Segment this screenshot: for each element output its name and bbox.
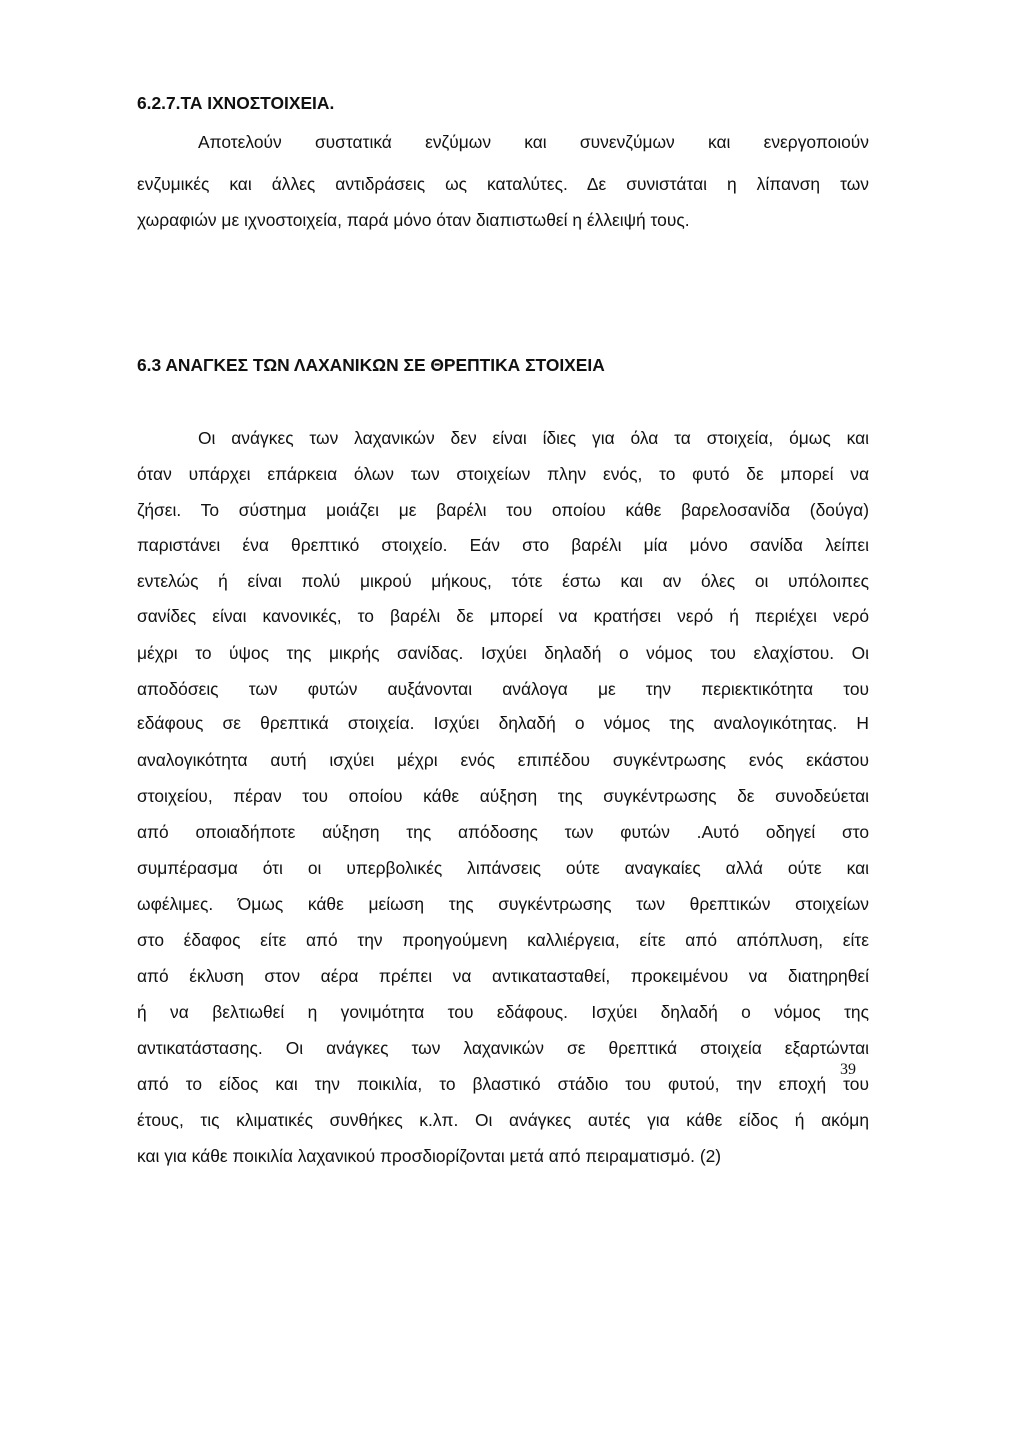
paragraph-line: ωφέλιμες. Όμως κάθε μείωση της συγκέντρωσης των θρεπτικών στοιχείων <box>137 894 869 914</box>
paragraph-line: συμπέρασμα ότι οι υπερβολικές λιπάνσεις ούτε αναγκαίες αλλά ούτε και <box>137 858 869 878</box>
section-heading-trace-elements: 6.2.7.ΤΑ ΙΧΝΟΣΤΟΙΧΕΙΑ. <box>137 93 335 113</box>
paragraph-line: εδάφους σε θρεπτικά στοιχεία. Ισχύει δηλαδή ο νόμος της αναλογικότητας. Η <box>137 713 869 733</box>
section-heading-nutrient-needs: 6.3 ΑΝΑΓΚΕΣ ΤΩΝ ΛΑΧΑΝΙΚΩΝ ΣΕ ΘΡΕΠΤΙΚΑ ΣΤΟΙΧΕΙΑ <box>137 355 605 375</box>
paragraph-line: παριστάνει ένα θρεπτικό στοιχείο. Εάν στο βαρέλι μία μόνο σανίδα λείπει <box>137 535 869 555</box>
paragraph-line: εντελώς ή είναι πολύ μικρού μήκους, τότε έστω και αν όλες οι υπόλοιπες <box>137 571 869 591</box>
paragraph-line: Αποτελούν συστατικά ενζύμων και συνενζύμων και ενεργοποιούν <box>198 132 869 152</box>
paragraph-line: αντικατάστασης. Οι ανάγκες των λαχανικών σε θρεπτικά στοιχεία εξαρτώνται <box>137 1038 869 1058</box>
paragraph-line: αναλογικότητα αυτή ισχύει μέχρι ενός επιπέδου συγκέντρωσης ενός εκάστου <box>137 750 869 770</box>
paragraph-line: στο έδαφος είτε από την προηγούμενη καλλιέργεια, είτε από απόπλυση, είτε <box>137 930 869 950</box>
paragraph-line: μέχρι το ύψος της μικρής σανίδας. Ισχύει δηλαδή ο νόμος του ελαχίστου. Οι <box>137 643 869 663</box>
paragraph-line: ενζυμικές και άλλες αντιδράσεις ως καταλύτες. Δε συνιστάται η λίπανση των <box>137 174 869 194</box>
paragraph-line: χωραφιών με ιχνοστοιχεία, παρά μόνο όταν διαπιστωθεί η έλλειψή τους. <box>137 210 690 230</box>
paragraph-line: αποδόσεις των φυτών αυξάνονται ανάλογα με την περιεκτικότητα του <box>137 679 869 699</box>
paragraph-line: από έκλυση στον αέρα πρέπει να αντικατασταθεί, προκειμένου να διατηρηθεί <box>137 966 869 986</box>
paragraph-line: στοιχείου, πέραν του οποίου κάθε αύξηση της συγκέντρωσης δε συνοδεύεται <box>137 786 869 806</box>
paragraph-line: ή να βελτιωθεί η γονιμότητα του εδάφους. Ισχύει δηλαδή ο νόμος της <box>137 1002 869 1022</box>
paragraph-line: έτους, τις κλιματικές συνθήκες κ.λπ. Οι ανάγκες αυτές για κάθε είδος ή ακόμη <box>137 1110 869 1130</box>
paragraph-line: Οι ανάγκες των λαχανικών δεν είναι ίδιες για όλα τα στοιχεία, όμως και <box>198 428 869 448</box>
paragraph-line: σανίδες είναι κανονικές, το βαρέλι δε μπορεί να κρατήσει νερό ή περιέχει νερό <box>137 606 869 626</box>
page-number: 39 <box>840 1061 856 1078</box>
paragraph-line: όταν υπάρχει επάρκεια όλων των στοιχείων πλην ενός, το φυτό δε μπορεί να <box>137 464 869 484</box>
paragraph-line: ζήσει. Το σύστημα μοιάζει με βαρέλι του οποίου κάθε βαρελοσανίδα (δούγα) <box>137 500 869 520</box>
paragraph-line: από οποιαδήποτε αύξηση της απόδοσης των φυτών .Αυτό οδηγεί στο <box>137 822 869 842</box>
paragraph-line: και για κάθε ποικιλία λαχανικού προσδιορίζονται μετά από πειραματισμό. (2) <box>137 1146 722 1166</box>
paragraph-line: από το είδος και την ποικιλία, το βλαστικό στάδιο του φυτού, την εποχή του <box>137 1074 869 1094</box>
